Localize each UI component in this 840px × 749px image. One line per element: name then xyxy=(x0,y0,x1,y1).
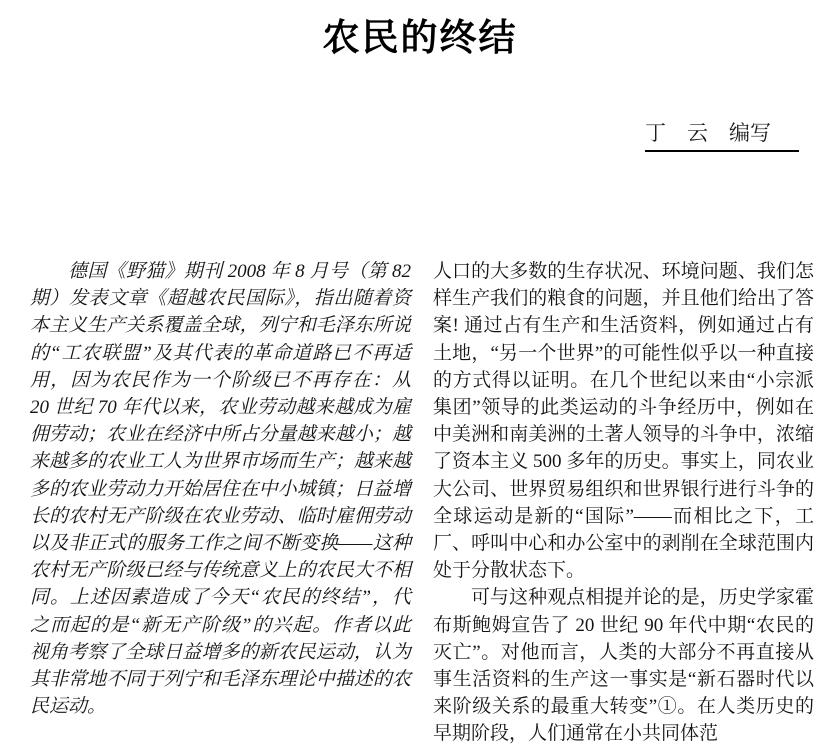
byline-text: 丁 云 编写 xyxy=(645,121,771,145)
left-column xyxy=(30,258,411,748)
byline xyxy=(645,121,799,152)
paragraph: 可与这种观点相提并论的是，历史学家霍布斯鲍姆宣告了 20 世纪 90 年代中期“农民的灭亡”。对他而言，人类的大部分不再直接从事生活资料的生产这一事实是“新石器时代以来阶级关系的最重大转变”①。在人类历史的早期阶段，人们通常在小共同体范 xyxy=(433,587,814,745)
body-columns xyxy=(30,258,814,748)
paragraph: 德国《野猫》期刊 2008 年 8 月号（第 82 期）发表文章《超越农民国际》，指出随着资本主义生产关系覆盖全球，列宁和毛泽东所说的“工农联盟”及其代表的革命道路已不再适用，因为农民作为一个阶级已不再存在：从 20 世纪 70 年代以来，农业劳动越来越成为雇佣劳动；农业在经济中所占分量越来越小；越来越多的农业工人为世界市场而生产；越来越多的农业劳动力开始居住在中小城镇；日益增长的农村无产阶级在农业劳动、临时雇佣劳动以及非正式的服务工作之间不断变换——这种农村无产阶级已经与传统意义上的农民大不相同。上述因素造成了今天“农民的终结”，代之而起的是“新无产阶级”的兴起。作者以此视角考察了全球日益增多的新农民运动，认为其非常地不同于列宁和毛泽东理论中描述的农民运动。 xyxy=(30,261,411,718)
document-title: 农民的终结 xyxy=(322,17,518,58)
right-column xyxy=(433,258,814,748)
paragraph: 人口的大多数的生存状况、环境问题、我们怎样生产我们的粮食的问题，并且他们给出了答案! 通过占有生产和生活资料，例如通过占有土地，“另一个世界”的可能性似乎以一种直接的方式得以证明。在几个世纪以来由“小宗派集团”领导的此类运动的斗争经历中，例如在中美洲和南美洲的土著人领导的斗争中，浓缩了资本主义 500 多年的历史。事实上，同农业大公司、世界贸易组织和世界银行进行斗争的全球运动是新的“国际”——而相比之下，工厂、呼叫中心和办公室中的剥削在全球范围内处于分散状态下。 xyxy=(433,261,814,582)
